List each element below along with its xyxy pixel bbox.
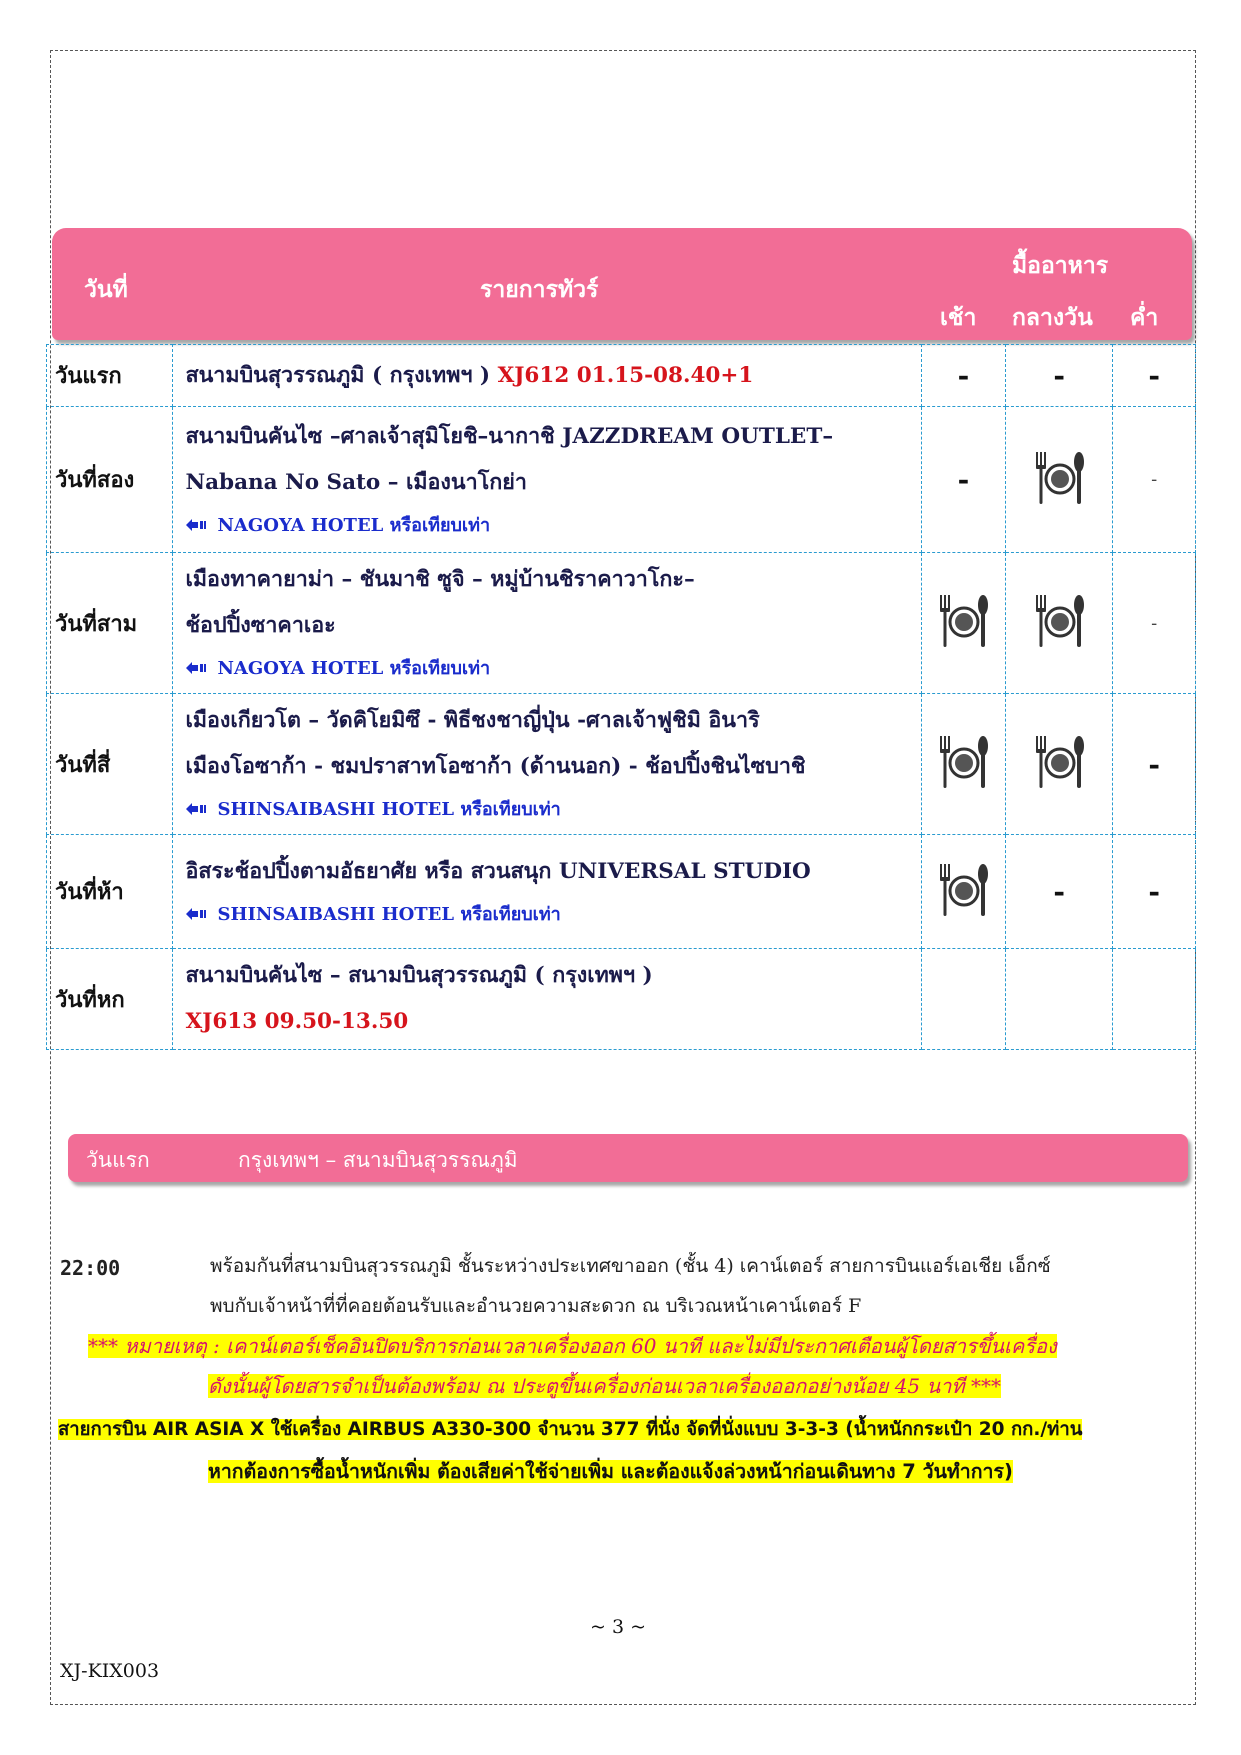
breakfast-cell: - (921, 345, 1005, 407)
dinner-cell (1113, 949, 1196, 1050)
hotel-arrow-icon (185, 907, 207, 921)
plate-fork-knife-icon (936, 732, 990, 792)
lunch-cell (1005, 553, 1112, 694)
plate-fork-knife-icon (1032, 732, 1086, 792)
row-desc (173, 835, 921, 949)
breakfast-cell: - (921, 407, 1005, 553)
row-text: สนามบินคันไซ –ศาลเจ้าสุมิโยชิ–นากาชิ JAZZDREAM OUTLET– (185, 423, 834, 449)
row-day: วันที่ห้า (47, 835, 173, 949)
plate-fork-knife-icon (936, 591, 990, 651)
row-day: วันที่หก (47, 949, 173, 1050)
row-text: อิสระช้อปปิ้งตามอัธยาศัย หรือ สวนสนุก UNIVERSAL STUDIO (185, 858, 811, 884)
row-day: วันที่สาม (47, 553, 173, 694)
airline-line: หากต้องการซื้อน้ำหนักเพิ่ม ต้องเสียค่าใช้จ่ายเพิ่ม และต้องแจ้งล่วงหน้าก่อนเดินทาง 7 วันทำการ) (208, 1460, 1013, 1483)
table-row (47, 835, 1196, 949)
lunch-cell (1005, 949, 1112, 1050)
hotel-arrow-icon (185, 661, 207, 675)
row-text: สนามบินสุวรรณภูมิ ( กรุงเทพฯ ) (185, 362, 498, 388)
plate-fork-knife-icon (936, 860, 990, 920)
dinner-cell: - (1113, 345, 1196, 407)
flight-info: XJ612 01.15-08.40+1 (497, 362, 754, 388)
row-day: วันแรก (47, 345, 173, 407)
paragraph-line: พร้อมกันที่สนามบินสุวรรณภูมิ ชั้นระหว่างประเทศขาออก (ชั้น 4) เคาน์เตอร์ สายการบินแอร์เอเชีย เอ็กซ์ (210, 1255, 1051, 1277)
note-line: *** หมายเหตุ : เคาน์เตอร์เช็คอินปิดบริการก่อนเวลาเครื่องออก 60 นาที และไม่มีประกาศเตือนผู้โดยสารขึ้นเครื่อง (88, 1334, 1057, 1358)
table-row (47, 345, 1196, 407)
header-dinner: ค่ำ (1130, 304, 1159, 331)
table-header (52, 228, 1192, 340)
breakfast-cell (921, 949, 1005, 1050)
header-breakfast: เช้า (940, 304, 977, 331)
row-desc (173, 407, 921, 553)
header-lunch: กลางวัน (1012, 304, 1093, 331)
hotel-line: NAGOYA HOTEL หรือเทียบเท่า (185, 506, 908, 546)
row-desc (173, 694, 921, 835)
hotel-line: SHINSAIBASHI HOTEL หรือเทียบเท่า (185, 790, 908, 830)
breakfast-cell (921, 694, 1005, 835)
header-meals: มื้ออาหาร (1012, 252, 1109, 279)
page-number: ~ 3 ~ (590, 1616, 647, 1638)
row-text: เมืองเกียวโต – วัดคิโยมิซึ - พิธีชงชาญี่ปุ่น -ศาลเจ้าฟูชิมิ อินาริ (185, 708, 760, 733)
dinner-cell: - (1113, 835, 1196, 949)
row-text: ช้อปปิ้งซาคาเอะ (185, 613, 336, 638)
breakfast-cell (921, 553, 1005, 694)
note-line: ดังนั้นผู้โดยสารจำเป็นต้องพร้อม ณ ประตูขึ้นเครื่องก่อนเวลาเครื่องออกอย่างน้อย 45 นาที *** (208, 1374, 1001, 1398)
paragraph-line: พบกับเจ้าหน้าที่ที่คอยต้อนรับและอำนวยความสะดวก ณ บริเวณหน้าเคาน์เตอร์ F (210, 1295, 862, 1317)
breakfast-cell (921, 835, 1005, 949)
table-row (47, 694, 1196, 835)
day-label: วันแรก (86, 1148, 150, 1172)
dinner-cell: - (1113, 407, 1196, 553)
day-title: กรุงเทพฯ – สนามบินสุวรรณภูมิ (238, 1148, 518, 1172)
plate-fork-knife-icon (1032, 448, 1086, 508)
itinerary-table (46, 344, 1196, 1050)
table-row (47, 553, 1196, 694)
time-label: 22:00 (60, 1256, 121, 1280)
row-day: วันที่สี่ (47, 694, 173, 835)
hotel-line: NAGOYA HOTEL หรือเทียบเท่า (185, 649, 908, 689)
header-day: วันที่ (84, 276, 128, 303)
row-text: เมืองทาคายาม่า – ชันมาชิ ซูจิ – หมู่บ้านชิราคาวาโกะ– (185, 567, 695, 592)
dinner-cell: - (1113, 694, 1196, 835)
table-row (47, 949, 1196, 1050)
hotel-arrow-icon (185, 802, 207, 816)
lunch-cell (1005, 407, 1112, 553)
lunch-cell (1005, 694, 1112, 835)
row-text: สนามบินคันไซ – สนามบินสุวรรณภูมิ ( กรุงเทพฯ ) (185, 963, 653, 988)
table-row (47, 407, 1196, 553)
row-text: เมืองโอซาก้า - ชมปราสาทโอซาก้า (ด้านนอก) - ช้อปปิ้งชินไซบาชิ (185, 754, 806, 779)
dinner-cell: - (1113, 553, 1196, 694)
lunch-cell: - (1005, 835, 1112, 949)
document-code: XJ-KIX003 (60, 1660, 160, 1682)
day-title-bar (68, 1134, 1188, 1182)
row-desc (173, 345, 921, 407)
row-day: วันที่สอง (47, 407, 173, 553)
row-desc (173, 553, 921, 694)
hotel-line: SHINSAIBASHI HOTEL หรือเทียบเท่า (185, 895, 908, 935)
header-program: รายการทัวร์ (480, 276, 599, 303)
airline-line: สายการบิน AIR ASIA X ใช้เครื่อง AIRBUS A330-300 จำนวน 377 ที่นั่ง จัดที่นั่งแบบ 3-3-3 (น้ำหนักกระเป๋า 20 กก./ท่าน (58, 1419, 1083, 1440)
flight-info: XJ613 09.50-13.50 (185, 1009, 409, 1034)
hotel-arrow-icon (185, 518, 207, 532)
row-desc (173, 949, 921, 1050)
lunch-cell: - (1005, 345, 1112, 407)
row-text: Nabana No Sato – เมืองนาโกย่า (185, 469, 527, 495)
plate-fork-knife-icon (1032, 591, 1086, 651)
